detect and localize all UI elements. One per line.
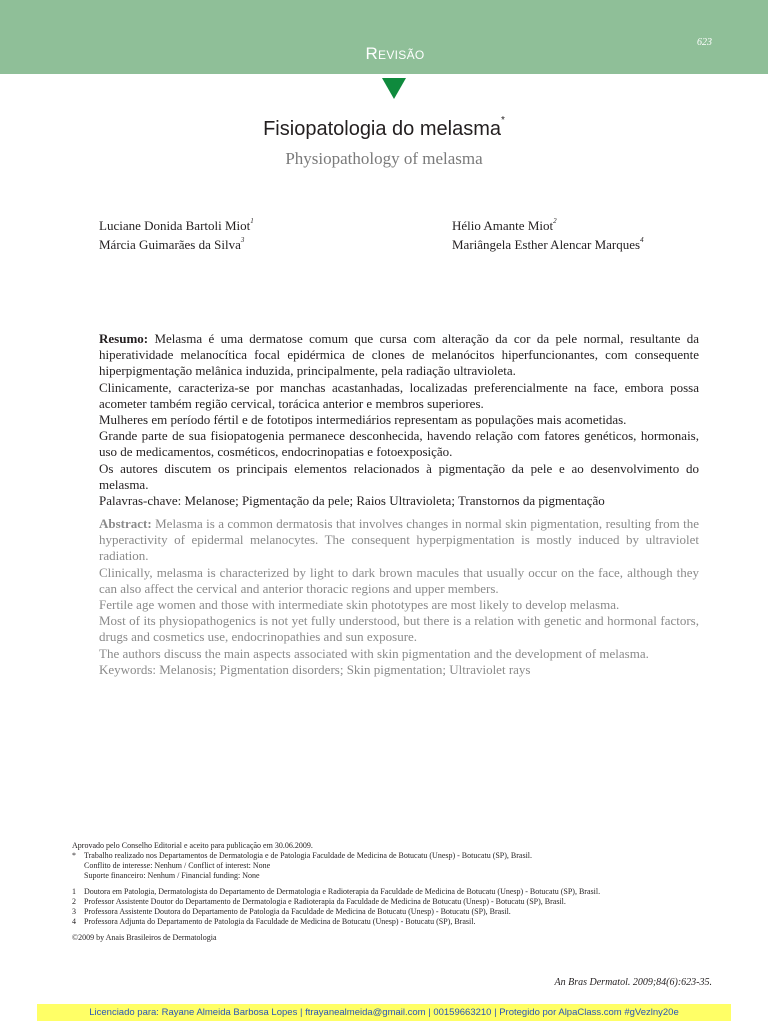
author-4 bbox=[452, 237, 644, 253]
resumo-block bbox=[99, 331, 699, 509]
footnote-mark: 3 bbox=[72, 907, 76, 916]
footnote-text: Conflito de interesse: Nenhum / Conflict of interest: None bbox=[84, 861, 271, 870]
affiliation-4 bbox=[72, 917, 712, 927]
resumo-paragraph: Mulheres em período fértil e de fototipos intermediários representam as populações mais acometidas. bbox=[99, 412, 627, 428]
author-mark: 2 bbox=[553, 216, 557, 225]
title-footnote-mark: * bbox=[501, 115, 505, 127]
footnotes bbox=[72, 841, 712, 943]
footnote-text: Professor Assistente Doutor do Departamento de Dermatologia e Radioterapia da Faculdade de Medicina de Botucatu (Unesp) - Botucatu (SP), Brasil. bbox=[84, 897, 566, 906]
footnote-mark: 2 bbox=[72, 897, 76, 906]
footnote-mark: * bbox=[72, 851, 76, 860]
affiliation-2 bbox=[72, 897, 712, 907]
footnote-mark: 4 bbox=[72, 917, 76, 926]
author-mark: 4 bbox=[640, 235, 644, 244]
article-subtitle: Physiopathology of melasma bbox=[285, 149, 483, 168]
approval-note: Aprovado pelo Conselho Editorial e aceito para publicação em 30.06.2009. bbox=[72, 841, 313, 850]
footnote-text: Trabalho realizado nos Departamentos de Dermatologia e de Patologia Faculdade de Medicina de Botucatu (Unesp) - Botucatu (SP), Brasil. bbox=[84, 851, 533, 860]
abstract-paragraph: The authors discuss the main aspects associated with skin pigmentation and the development of melasma. bbox=[99, 645, 649, 661]
author-name: Márcia Guimarães da Silva bbox=[99, 237, 241, 252]
star-footnote bbox=[72, 851, 712, 861]
resumo-label: Resumo: bbox=[99, 331, 149, 346]
footnote-text: Doutora em Patologia, Dermatologista do Departamento de Dermatologia e Radioterapia da Faculdade de Medicina de Botucatu (Unesp) - Botucatu (SP), Brasil. bbox=[84, 887, 601, 896]
section-marker-triangle bbox=[382, 78, 406, 99]
footnote-text: Suporte financeiro: Nenhum / Financial funding: None bbox=[84, 871, 260, 880]
abstract-paragraph: Clinically, melasma is characterized by light to dark brown macules that usually occur on the face, although they can also affect the cervical and anterior thoracic regions and upper members. bbox=[99, 564, 699, 596]
author-name: Hélio Amante Miot bbox=[452, 218, 554, 233]
abstract-block bbox=[99, 516, 699, 678]
resumo-paragraph: Clinicamente, caracteriza-se por manchas acastanhadas, localizadas preferencialmente na face, embora possa acometer também região cervical, torácica anterior e membros superiores. bbox=[99, 379, 699, 411]
resumo-text: Melasma é uma dermatose comum que cursa com alteração da cor da pele normal, resultante da hiperatividade melanocítica focal epidérmica de clones de melanócitos hiperfuncionantes, com consequente hiperpigmentação melânica induzida, principalmente, pela radiação ultravioleta. bbox=[99, 331, 700, 379]
copyright-note: ©2009 by Anais Brasileiros de Dermatologia bbox=[72, 933, 217, 942]
author-name: Luciane Donida Bartoli Miot bbox=[99, 218, 251, 233]
resumo-paragraph: Grande parte de sua fisiopatogenia permanece desconhecida, havendo relação com fatores genéticos, hormonais, uso de medicamentos, cosméticos, endocrinopatias e fotoexposição. bbox=[99, 428, 699, 460]
section-label: Revisão bbox=[365, 44, 425, 63]
article-title bbox=[0, 115, 768, 141]
footnote-text: Professora Adjunta do Departamento de Patologia da Faculdade de Medicina de Botucatu (Unesp) - Botucatu (SP), Brasil. bbox=[84, 917, 476, 926]
page-number: 623 bbox=[697, 37, 712, 48]
author-1 bbox=[99, 218, 254, 234]
abstract-label: Abstract: bbox=[99, 516, 152, 531]
journal-citation: An Bras Dermatol. 2009;84(6):623-35. bbox=[554, 977, 712, 988]
author-3 bbox=[99, 237, 244, 253]
author-mark: 1 bbox=[250, 216, 254, 225]
affiliation-1 bbox=[72, 887, 712, 897]
abstract-paragraph: Most of its physiopathogenics is not yet fully understood, but there is a relation with genetic and hormonal factors, drugs and cosmetics use, endocrinopathies and sun exposure. bbox=[99, 613, 699, 645]
funding-note bbox=[72, 871, 712, 881]
abstract-keywords: Keywords: Melanosis; Pigmentation disorders; Skin pigmentation; Ultraviolet rays bbox=[99, 661, 531, 677]
conflict-note bbox=[72, 861, 712, 871]
license-banner: Licenciado para: Rayane Almeida Barbosa Lopes | ftrayanealmeida@gmail.com | 00159663210 | Protegido por AlpaClass.com #gVezlny20e bbox=[37, 1004, 731, 1021]
resumo-keywords: Palavras-chave: Melanose; Pigmentação da pele; Raios Ultravioleta; Transtornos da pigmentação bbox=[99, 493, 605, 509]
abstract-paragraph: Fertile age women and those with intermediate skin phototypes are most likely to develop melasma. bbox=[99, 597, 620, 613]
resumo-paragraph bbox=[99, 331, 699, 380]
resumo-paragraph: Os autores discutem os principais elementos relacionados à pigmentação da pele e ao desenvolvimento do melasma. bbox=[99, 460, 699, 492]
footnote-text: Professora Assistente Doutora do Departamento de Patologia da Faculdade de Medicina de Botucatu (Unesp) - Botucatu (SP), Brasil. bbox=[84, 907, 511, 916]
author-name: Mariângela Esther Alencar Marques bbox=[452, 237, 641, 252]
author-mark: 3 bbox=[240, 235, 245, 244]
article-title-text: Fisiopatologia do melasma bbox=[263, 118, 501, 140]
abstract-paragraph bbox=[99, 516, 699, 565]
author-2 bbox=[452, 218, 557, 234]
abstract-text: Melasma is a common dermatosis that involves changes in normal skin pigmentation, resulting from the hyperactivity of epidermal melanocytes. The consequent hyperpigmentation is mostly induced by ultraviolet radiation. bbox=[99, 516, 699, 564]
footnote-mark: 1 bbox=[72, 887, 76, 896]
affiliation-3 bbox=[72, 907, 712, 917]
